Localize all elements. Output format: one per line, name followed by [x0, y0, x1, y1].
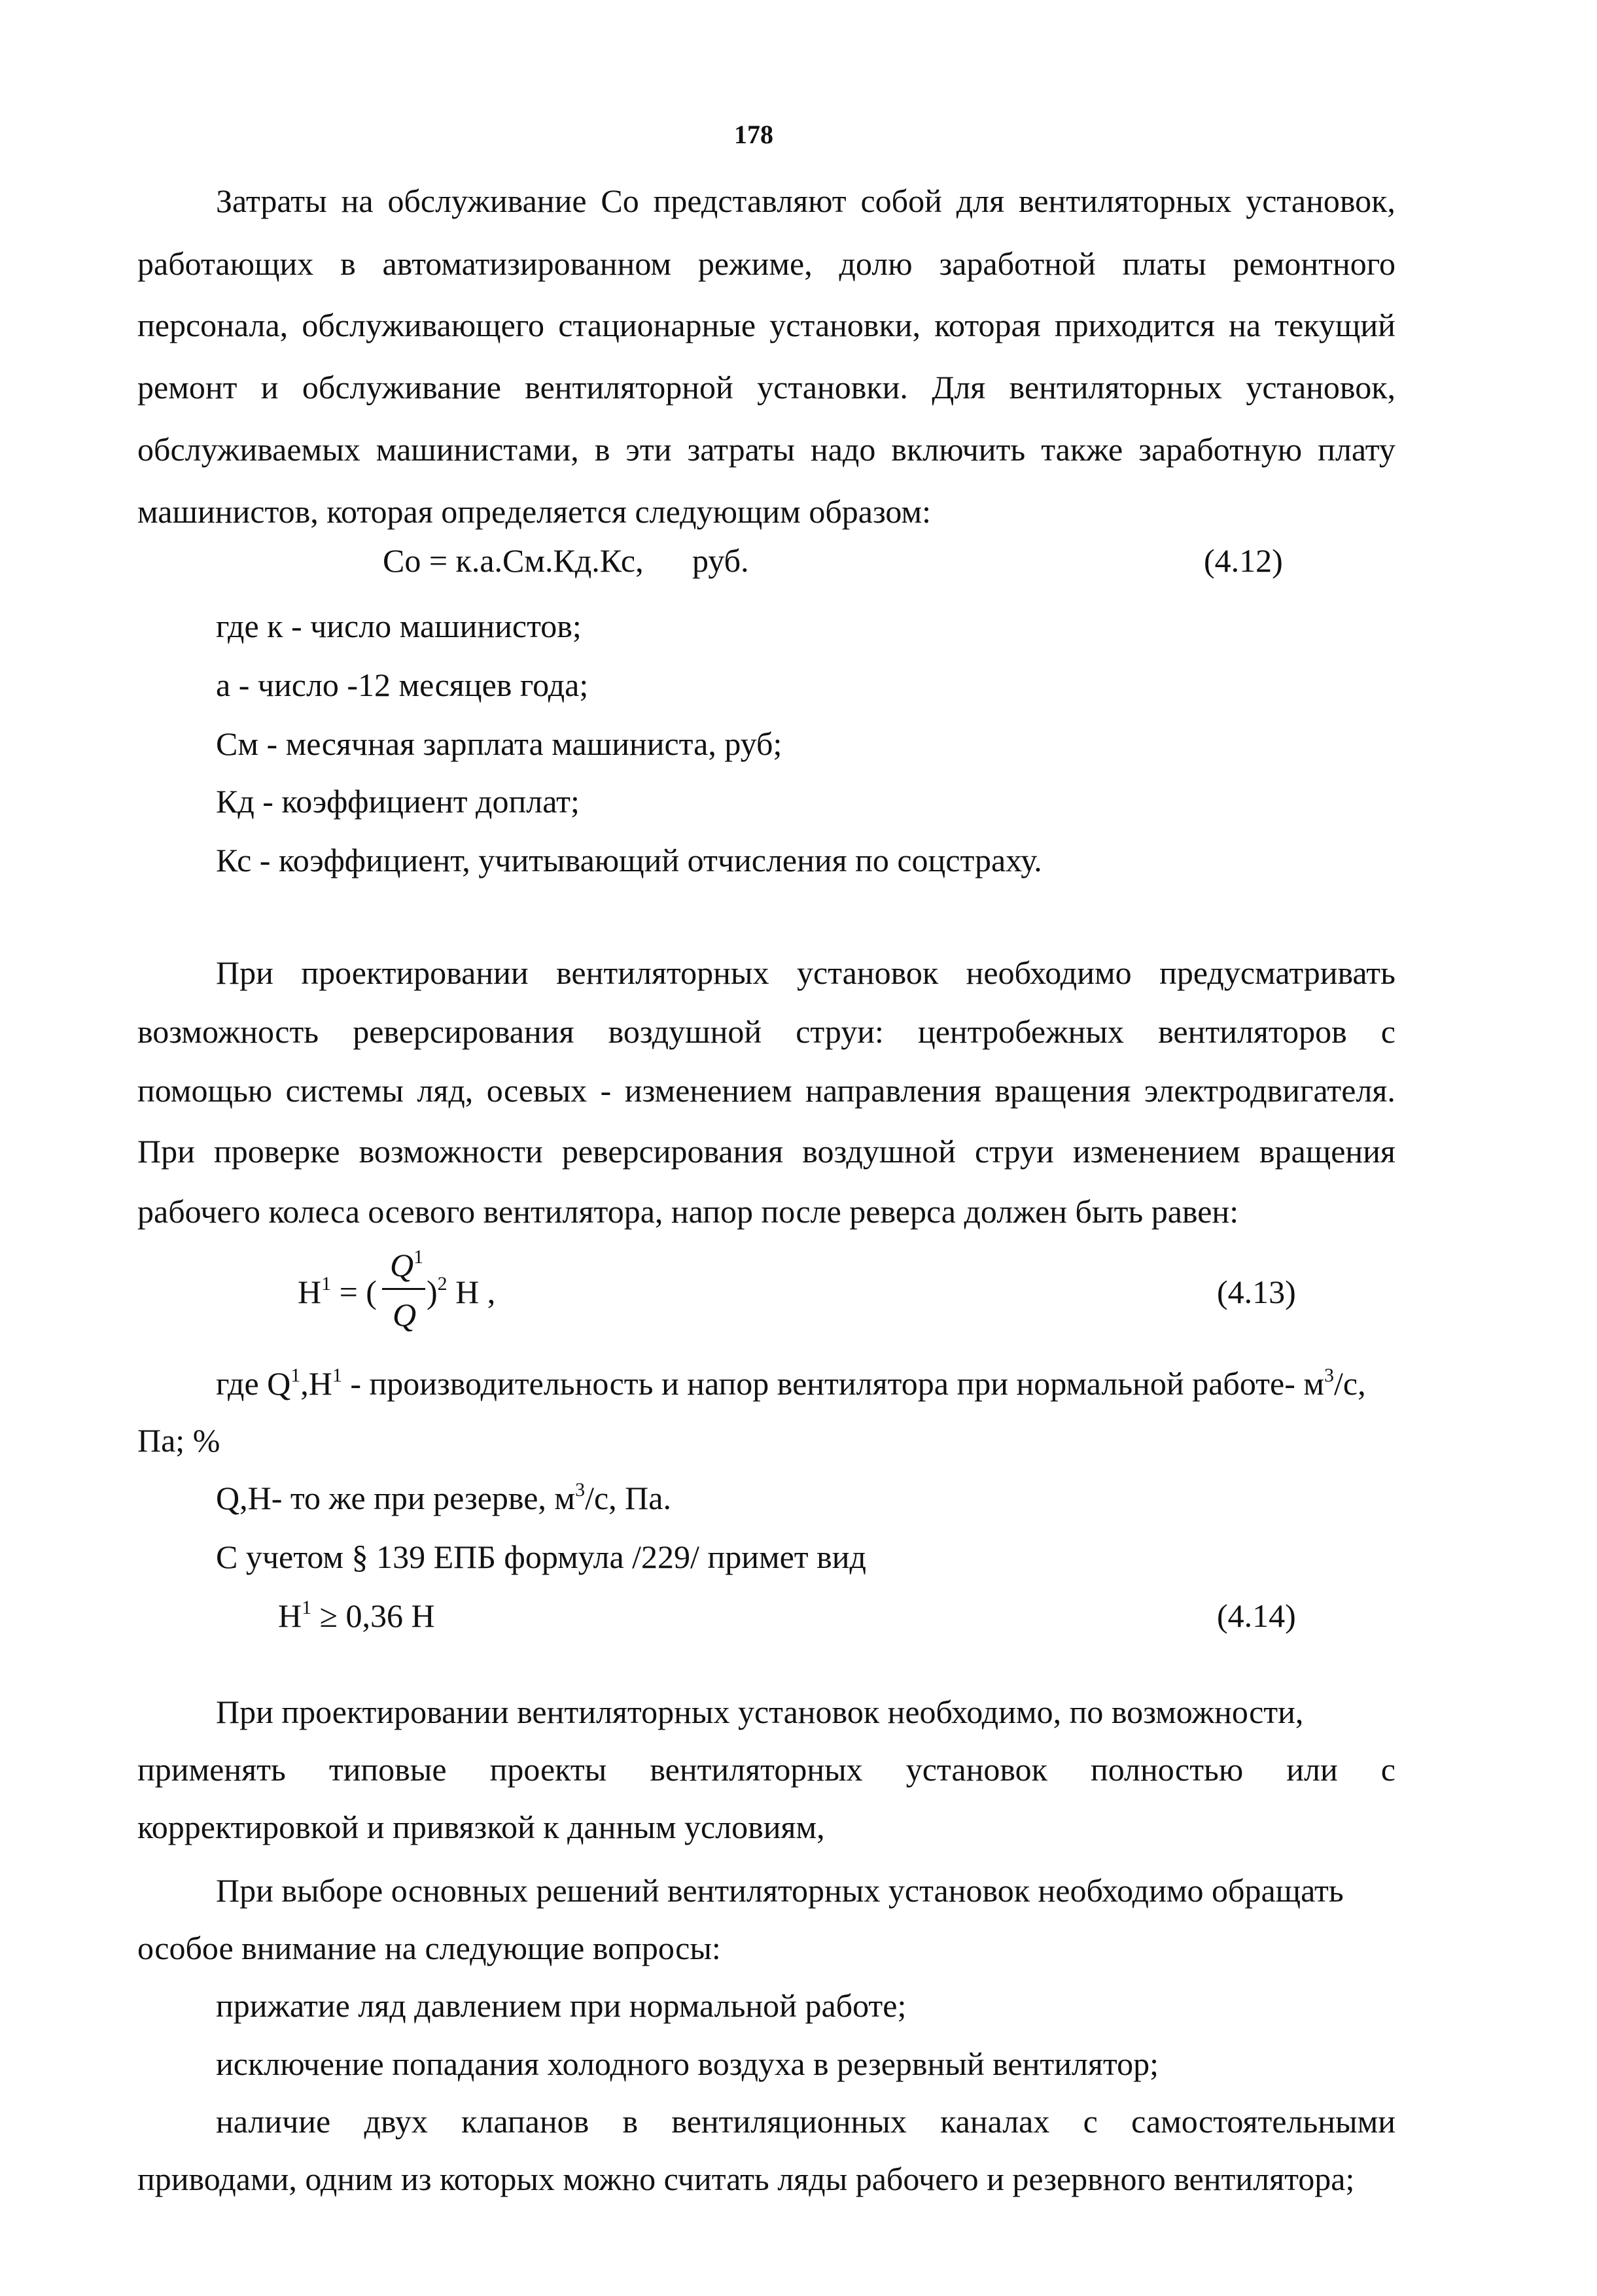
paragraph-line — [137, 247, 1395, 280]
paragraph-line — [137, 433, 1395, 466]
word: для — [956, 183, 1005, 219]
equation-4-13-lhs: $H^1$ = ( — [298, 1273, 377, 1310]
word: центробежных — [917, 1013, 1125, 1050]
word: проверке — [214, 1133, 340, 1170]
definition-units: Па; % — [137, 1422, 220, 1459]
word: и — [260, 369, 279, 406]
word: установки. — [757, 369, 908, 406]
word: При — [216, 954, 273, 991]
word: Для — [932, 369, 986, 406]
word: машинистами, — [376, 431, 579, 468]
word: Затраты — [216, 183, 327, 219]
word: приходится — [1054, 307, 1215, 343]
word: При — [137, 1133, 195, 1170]
word: обслуживающего — [302, 307, 545, 343]
word: персонала, — [137, 307, 289, 343]
word: типовые — [328, 1751, 447, 1788]
word: с — [1380, 1013, 1395, 1050]
word: стационарные — [558, 307, 756, 343]
word: на — [1229, 307, 1261, 343]
word: в — [340, 245, 356, 282]
word: вентиляторных — [1009, 369, 1222, 406]
paragraph-line — [137, 371, 1395, 404]
word: Со — [601, 183, 639, 219]
word: заработную — [1138, 431, 1303, 468]
word: которая — [934, 307, 1041, 343]
word: воздушной — [802, 1133, 956, 1170]
equation-4-12-unit: руб. — [692, 542, 749, 579]
word: установок, — [1246, 183, 1395, 219]
fraction-bar — [382, 1288, 425, 1290]
word: установок — [905, 1751, 1047, 1788]
word: вентиляторных — [650, 1751, 863, 1788]
word: - — [600, 1072, 612, 1109]
paragraph-line — [137, 1135, 1395, 1168]
word: обслуживание — [302, 369, 501, 406]
equation-number-4-12: (4.12) — [1204, 542, 1283, 579]
word: применять — [137, 1751, 286, 1788]
page-number: 178 — [734, 120, 773, 149]
list-item: прижатие ляд давлением при нормальной работе; — [216, 1987, 907, 2024]
equation-4-13-rhs: )$^2$ H , — [427, 1273, 496, 1310]
word: режиме, — [697, 245, 813, 282]
word: с — [1380, 1751, 1395, 1788]
word: реверсирования — [561, 1133, 784, 1170]
word: возможность — [137, 1013, 319, 1050]
paragraph-typical-projects-line1: При проектировании вентиляторных установок необходимо, по возможности, — [216, 1694, 1304, 1730]
definition-q1-h1: где $Q^1,H^1$ - производительность и напор вентилятора при нормальной работе- $м^3/с$, — [216, 1365, 1366, 1402]
word: полностью — [1090, 1751, 1244, 1788]
paragraph-main-decisions-line2: особое внимание на следующие вопросы: — [137, 1930, 721, 1966]
word: на — [341, 183, 374, 219]
word: установок — [796, 954, 939, 991]
definition-item: а - число -12 месяцев года; — [216, 667, 589, 703]
paragraph-typical-projects-line3: корректировкой и привязкой к данным условиям, — [137, 1809, 825, 1845]
paragraph-line — [216, 184, 1395, 217]
fraction-numerator: $Q^1$ — [390, 1246, 424, 1283]
word: электродвигателя. — [1144, 1072, 1395, 1109]
word: проекты — [489, 1751, 607, 1788]
word: струи — [974, 1133, 1054, 1170]
reference-epb: С учетом § 139 ЕПБ формула /229/ примет вид — [216, 1539, 866, 1575]
word: включить — [891, 431, 1026, 468]
word: также — [1041, 431, 1123, 468]
word: плату — [1318, 431, 1395, 468]
word: вентиляторных — [556, 954, 769, 991]
fraction-q1-over-q — [381, 1246, 427, 1338]
word: вентиляторной — [525, 369, 733, 406]
paragraph-valves-line2: приводами, одним из которых можно считать ляды рабочего и резервного вентилятора; — [137, 2161, 1355, 2197]
word: надо — [810, 431, 876, 468]
word: ляд, — [417, 1072, 474, 1109]
word: платы — [1122, 245, 1206, 282]
word: обслуживаемых — [137, 431, 360, 468]
word: помощью — [137, 1072, 273, 1109]
word: необходимо — [966, 954, 1132, 991]
paragraph-last-line: рабочего колеса осевого вентилятора, напор после реверса должен быть равен: — [137, 1193, 1239, 1230]
word: вентиляторных — [1018, 183, 1232, 219]
fraction-denominator: Q — [393, 1296, 417, 1333]
word: затраты — [687, 431, 795, 468]
word: предусматривать — [1159, 954, 1395, 991]
definition-q-h: Q,H- то же при резерве, $м^3/с$, Па. — [216, 1479, 671, 1516]
word: изменением — [624, 1072, 792, 1109]
word: воздушной — [608, 1013, 762, 1050]
word: автоматизированном — [382, 245, 672, 282]
equation-number-4-13: (4.13) — [1217, 1274, 1296, 1310]
word: долю — [839, 245, 913, 282]
equation-4-14: $H^1 \ge 0,36$ H — [278, 1597, 435, 1634]
word: установки, — [769, 307, 921, 343]
word: текущий — [1274, 307, 1395, 343]
word: каналах — [940, 2103, 1050, 2140]
paragraph-valves-line1 — [216, 2105, 1395, 2138]
word: или — [1286, 1751, 1338, 1788]
paragraph-line — [137, 309, 1395, 341]
word: двух — [364, 2103, 428, 2140]
word: вращения — [1259, 1133, 1395, 1170]
paragraph-typical-projects-line2 — [137, 1753, 1395, 1786]
word: вращения — [994, 1072, 1131, 1109]
word: заработной — [939, 245, 1096, 282]
word: реверсирования — [353, 1013, 574, 1050]
word: представляют — [653, 183, 847, 219]
definition-item: где к - число машинистов; — [216, 608, 582, 644]
word: проектировании — [301, 954, 529, 991]
word: эти — [625, 431, 672, 468]
word: в — [594, 431, 610, 468]
paragraph-line — [137, 1074, 1395, 1107]
word: собой — [860, 183, 942, 219]
word: ремонт — [137, 369, 237, 406]
word: наличие — [216, 2103, 331, 2140]
definition-item: См - месячная зарплата машиниста, руб; — [216, 725, 782, 762]
word: осевых — [486, 1072, 588, 1109]
word: ремонтного — [1233, 245, 1395, 282]
equation-4-12: Со = к.а.См.Кд.Кс, — [383, 542, 644, 579]
definition-item: Кд - коэффициент доплат; — [216, 783, 580, 820]
word: системы — [285, 1072, 404, 1109]
paragraph-line — [137, 1015, 1395, 1048]
word: вентиляционных — [671, 2103, 907, 2140]
word: с — [1083, 2103, 1098, 2140]
word: самостоятельными — [1131, 2103, 1395, 2140]
definition-item: Кс - коэффициент, учитывающий отчисления по соцстраху. — [216, 842, 1042, 878]
paragraph-line — [216, 956, 1395, 989]
paragraph-main-decisions-line1: При выборе основных решений вентиляторных установок необходимо обращать — [216, 1872, 1344, 1909]
word: изменением — [1072, 1133, 1240, 1170]
word: возможности — [359, 1133, 543, 1170]
word: струи: — [796, 1013, 884, 1050]
word: направления — [805, 1072, 981, 1109]
equation-number-4-14: (4.14) — [1217, 1597, 1296, 1634]
word: клапанов — [461, 2103, 589, 2140]
paragraph-last-line: машинистов, которая определяется следующим образом: — [137, 493, 931, 530]
word: работающих — [137, 245, 314, 282]
word: в — [622, 2103, 639, 2140]
word: обслуживание — [387, 183, 587, 219]
word: установок, — [1246, 369, 1395, 406]
word: вентиляторов — [1158, 1013, 1347, 1050]
list-item: исключение попадания холодного воздуха в резервный вентилятор; — [216, 2045, 1159, 2082]
